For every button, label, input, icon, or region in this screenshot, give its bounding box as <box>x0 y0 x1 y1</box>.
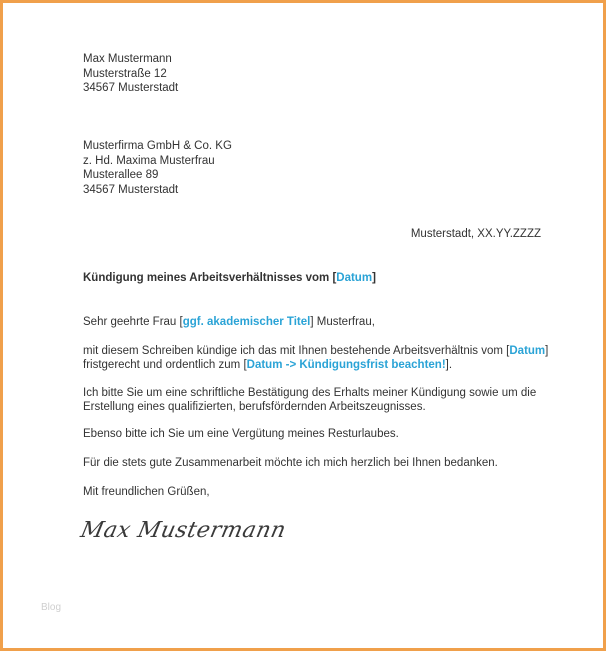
recipient-address <box>83 139 232 197</box>
salutation-after: ] Musterfrau, <box>310 316 375 328</box>
subject-text: Kündigung meines Arbeitsverhältnisses vom [ <box>83 272 337 284</box>
recipient-attn: z. Hd. Maxima Musterfrau <box>83 154 215 167</box>
salutation <box>83 316 375 330</box>
date-line: Musterstadt, XX.YY.ZZZZ <box>410 228 541 240</box>
recipient-street: Musterallee 89 <box>83 169 159 181</box>
confirmation-line-2: Erstellung eines qualifizierten, berufsfördernden Arbeitszeugnisses. <box>83 400 426 413</box>
paragraph-thanks: Für die stets gute Zusammenarbeit möchte ich mich herzlich bei Ihnen bedanken. <box>83 457 498 469</box>
title-placeholder: ggf. akademischer Titel <box>182 316 311 328</box>
paragraph-confirmation <box>83 387 536 414</box>
subject-date-placeholder: Datum <box>336 272 373 284</box>
start-date-placeholder: Datum <box>509 345 546 357</box>
sender-address <box>83 52 178 96</box>
signature: Max Mustermann <box>78 518 289 543</box>
subject-close: ] <box>372 272 376 284</box>
paragraph-termination <box>83 345 548 372</box>
closing-line: Mit freundlichen Grüßen, <box>83 486 210 498</box>
watermark: Blog <box>41 602 62 613</box>
recipient-company: Musterfirma GmbH & Co. KG <box>83 140 232 152</box>
sender-street: Musterstraße 12 <box>83 67 167 80</box>
termination-line-2: fristgerecht und ordentlich zum [Datum -> Kündigungsfrist beachten!]. <box>83 358 453 371</box>
recipient-city: 34567 Musterstadt <box>83 183 179 196</box>
subject-line <box>83 272 376 284</box>
sender-city: 34567 Musterstadt <box>83 82 179 94</box>
salutation-before: Sehr geehrte Frau [ <box>83 316 183 328</box>
end-date-placeholder: Datum -> Kündigungsfrist beachten! <box>246 358 446 371</box>
confirmation-line-1: Ich bitte Sie um eine schriftliche Bestätigung des Erhalts meiner Kündigung sowie um die <box>83 387 537 399</box>
paragraph-vacation: Ebenso bitte ich Sie um eine Vergütung meines Resturlaubes. <box>83 428 399 440</box>
sender-name: Max Mustermann <box>83 53 172 65</box>
termination-line-1: mit diesem Schreiben kündige ich das mit Ihnen bestehende Arbeitsverhältnis vom [Datum] <box>83 345 549 357</box>
